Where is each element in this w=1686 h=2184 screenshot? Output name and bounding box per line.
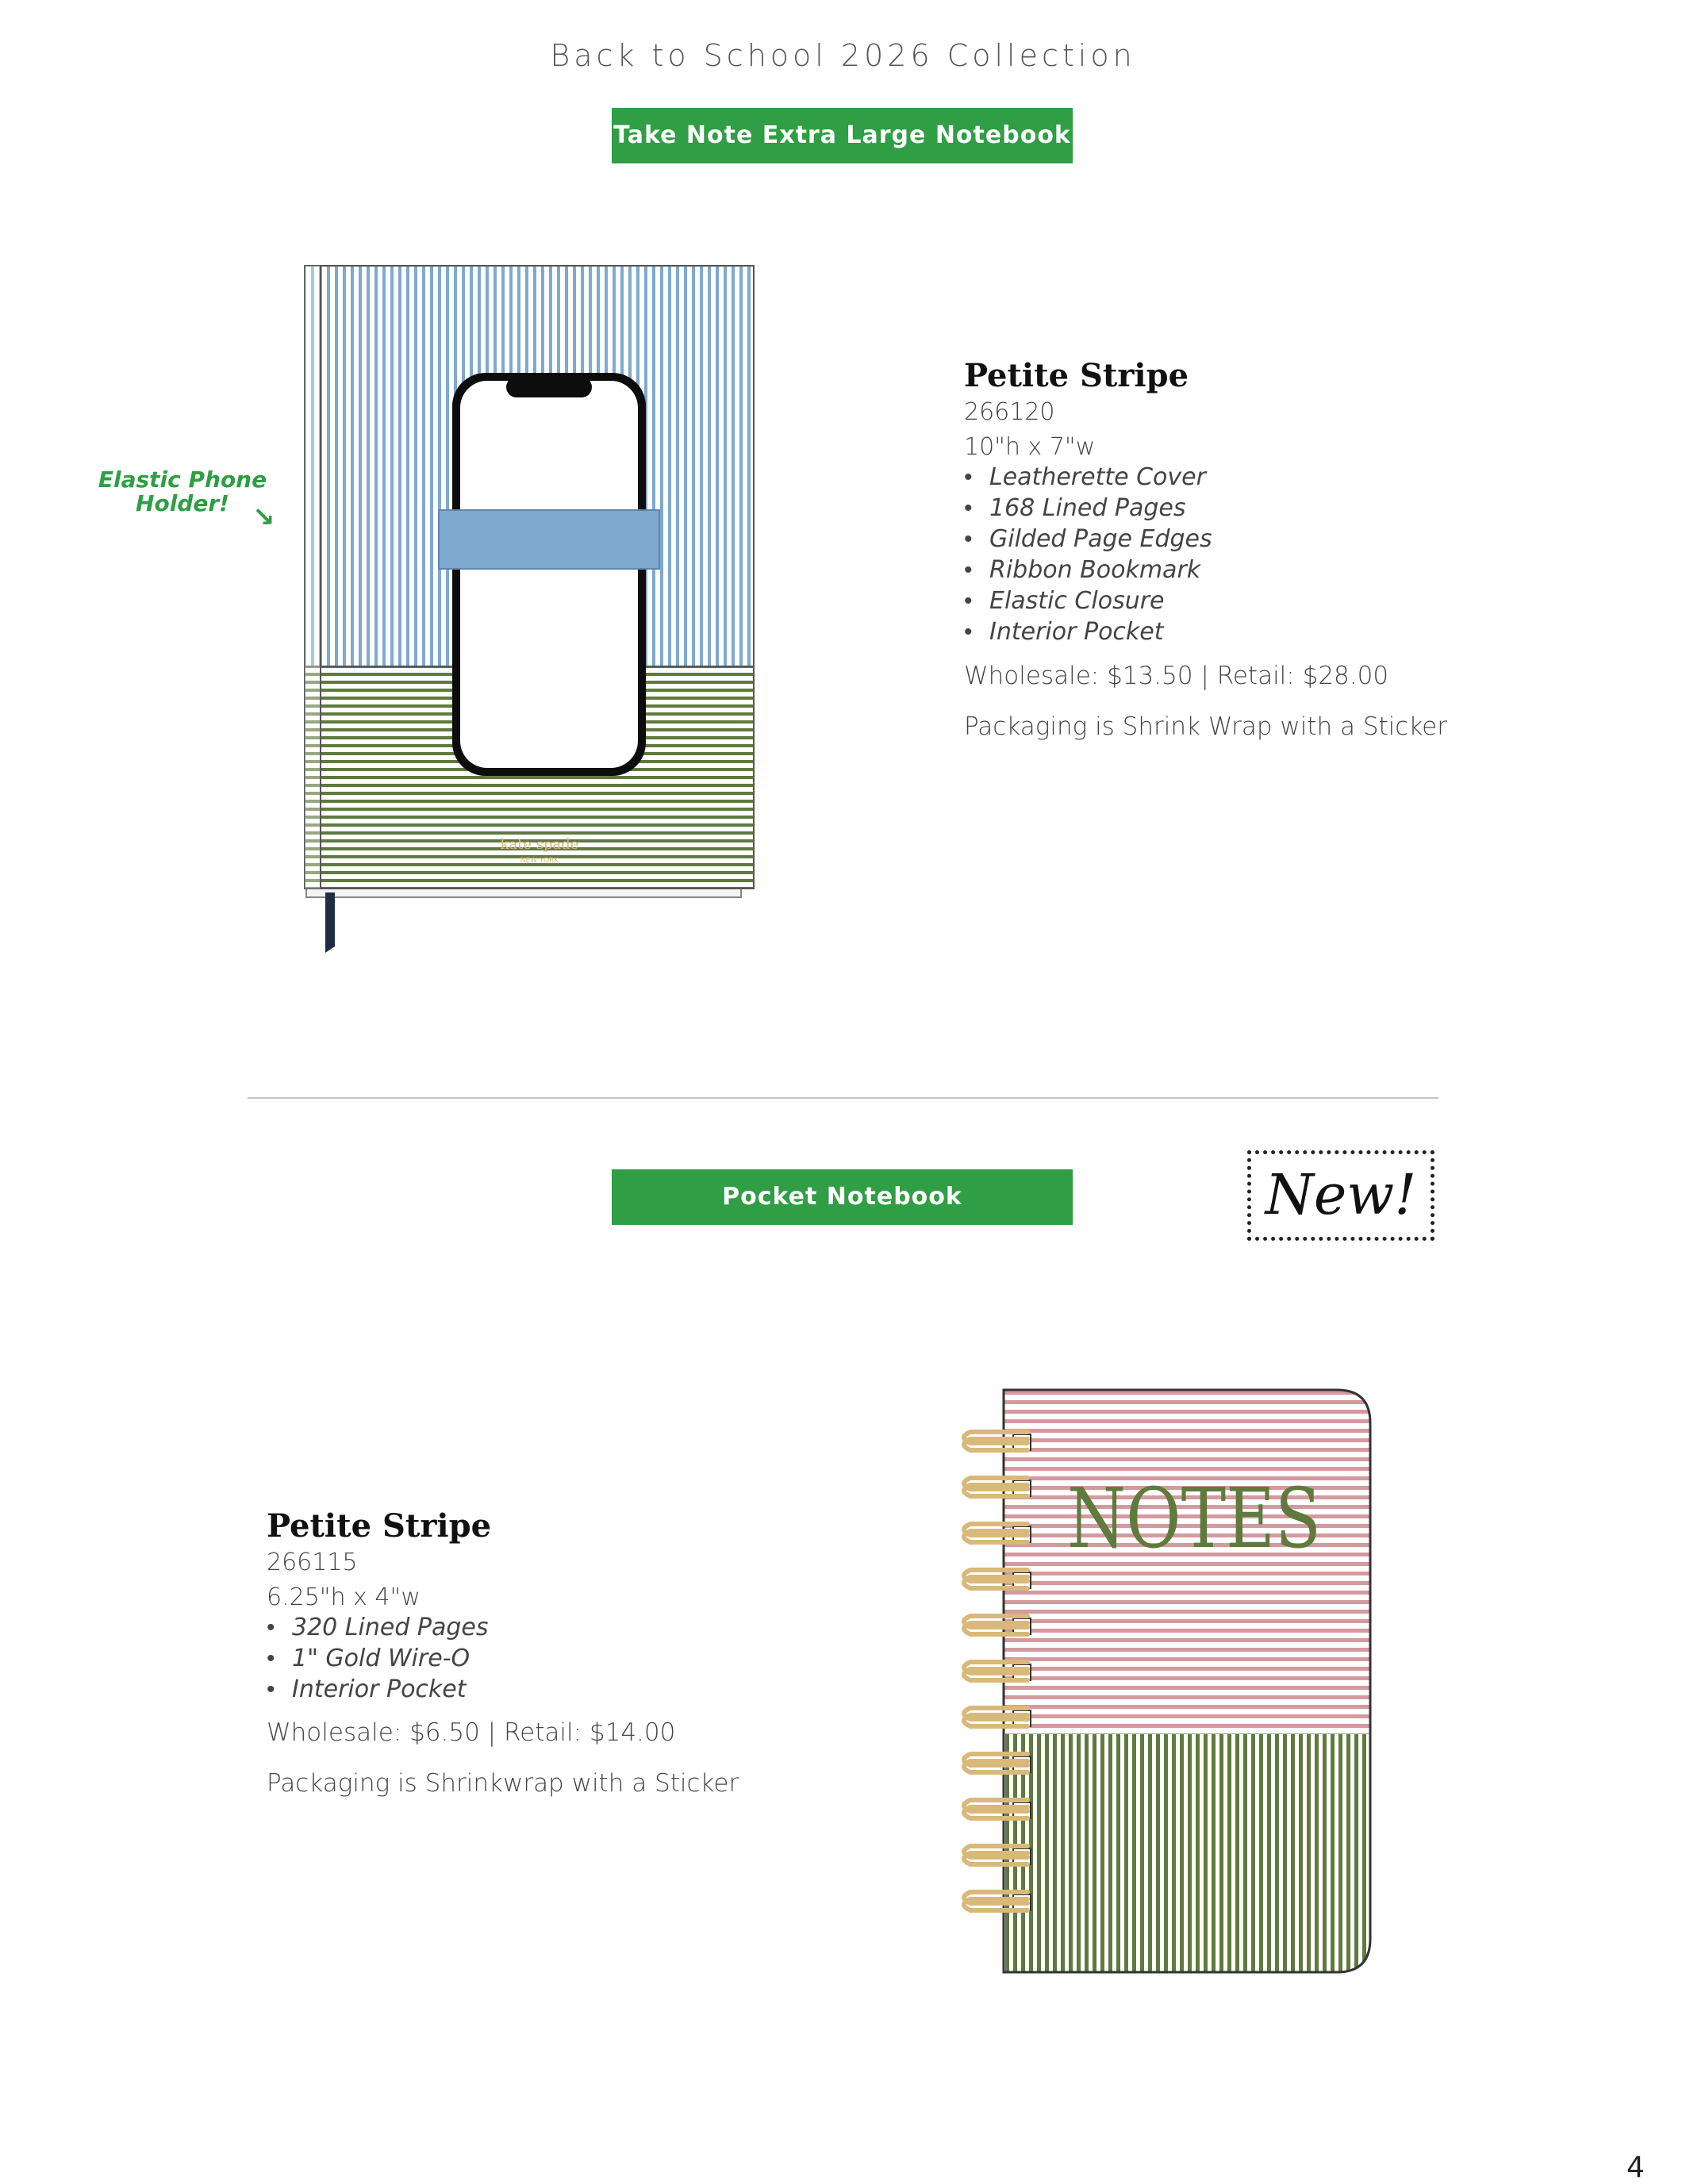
product-2-packaging: Packaging is Shrinkwrap with a Sticker [267,1769,739,1798]
feature-item: • Gilded Page Edges [964,525,1212,553]
product-2-dimensions: 6.25"h x 4"w [267,1583,421,1611]
feature-item: • 320 Lined Pages [267,1614,489,1641]
product-1-dimensions: 10"h x 7"w [964,433,1096,461]
section-banner-pocket-notebook: Pocket Notebook [612,1169,1073,1225]
product-1-price: Wholesale: $13.50 | Retail: $28.00 [964,662,1389,690]
product-1-sku: 266120 [964,398,1055,426]
feature-item: • Interior Pocket [267,1675,467,1703]
elastic-phone-callout [95,468,270,516]
feature-item: • Interior Pocket [964,618,1164,646]
product-2-feature-list [267,1614,489,1706]
notebook-cover-label: NOTES [1067,1470,1321,1567]
collection-title: Back to School 2026 Collection [550,38,1136,73]
product-2-price: Wholesale: $6.50 | Retail: $14.00 [267,1718,676,1747]
feature-item: • 1" Gold Wire-O [267,1645,470,1672]
product-1-feature-list [964,463,1212,649]
callout-arrow-icon: ↘ [252,501,275,533]
feature-item: • Elastic Closure [964,587,1165,615]
section-divider [248,1097,1438,1099]
svg-text:kate spade: kate spade [500,836,579,853]
product-1-packaging: Packaging is Shrink Wrap with a Sticker [964,712,1447,741]
pocket-notebook-illustration [948,1388,1377,1975]
product-1-name: Petite Stripe [964,357,1189,394]
callout-line-2: Holder! [136,490,229,516]
large-notebook-illustration [294,258,770,956]
product-2-name: Petite Stripe [267,1507,492,1545]
section-banner-large-notebook: Take Note Extra Large Notebook [612,108,1073,163]
new-badge: New! [1247,1150,1434,1241]
callout-line-1: Elastic Phone [98,466,267,493]
feature-item: • Ribbon Bookmark [964,556,1201,584]
svg-text:NEW YORK: NEW YORK [520,857,559,865]
feature-item: • Leatherette Cover [964,463,1206,491]
feature-item: • 168 Lined Pages [964,494,1186,522]
page-number: 4 [1626,2151,1645,2184]
product-2-sku: 266115 [267,1549,358,1576]
